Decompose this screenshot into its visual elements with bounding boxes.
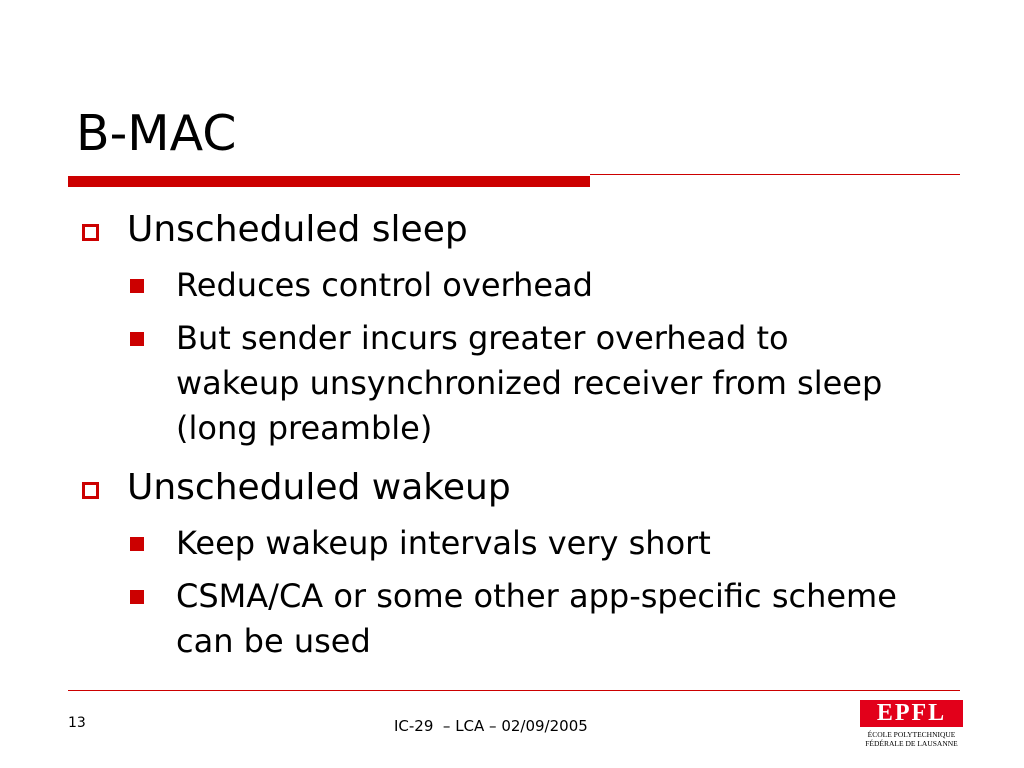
bullet-item: Unscheduled sleep [127,209,468,250]
filled-square-bullet-icon [130,537,144,551]
bullet-item: Unscheduled wakeup [127,467,511,508]
title-underline-thin [590,174,960,175]
sub-bullet-item: Keep wakeup intervals very short [176,524,711,562]
filled-square-bullet-icon [130,279,144,293]
title-underline-thick [68,176,590,187]
page-number: 13 [68,715,86,731]
hollow-square-bullet-icon [82,224,99,241]
epfl-logo-wordmark: EPFL [876,700,947,726]
sub-bullet-item: CSMA/CA or some other app-specific scheme can be used [176,577,897,660]
sub-bullet-item: Reduces control overhead [176,266,593,304]
filled-square-bullet-icon [130,332,144,346]
sub-bullet-item: But sender incurs greater overhead to wakeup unsynchronized receiver from sleep (long preamble) [176,319,883,447]
epfl-logo [860,700,963,750]
footer-course-info: IC-29 – LCA – 02/09/2005 [394,717,588,735]
footer-divider [68,690,960,691]
slide-title: B-MAC [76,105,237,162]
epfl-logo-line-2: FÉDÉRALE DE LAUSANNE [865,739,958,748]
hollow-square-bullet-icon [82,482,99,499]
epfl-logo-line-1: ÉCOLE POLYTECHNIQUE [867,730,956,739]
filled-square-bullet-icon [130,590,144,604]
